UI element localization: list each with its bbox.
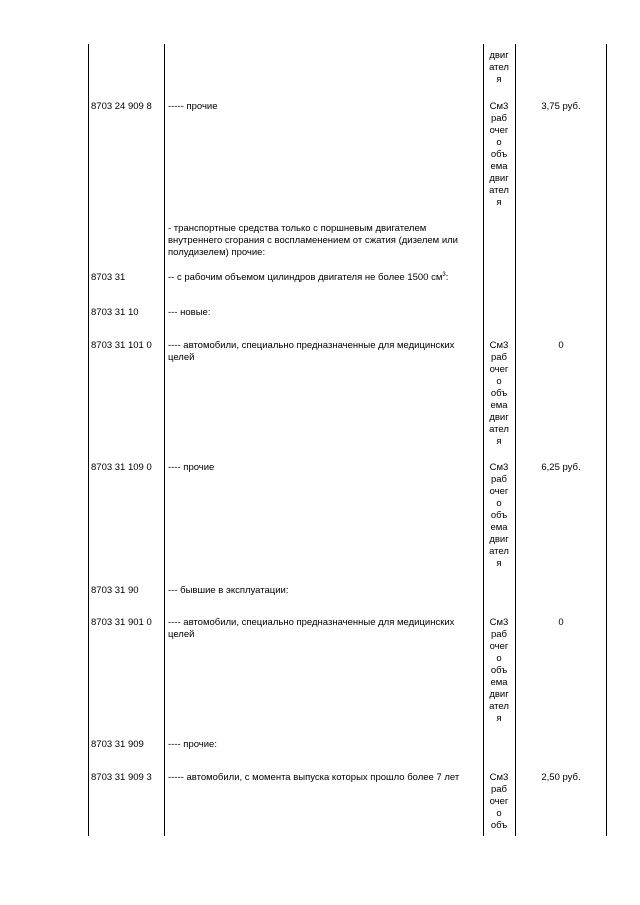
description-cell: ----- прочие	[168, 101, 218, 112]
unit-cell: двиг ател я	[489, 50, 509, 85]
description-cell: ---- автомобили, специально предназначенные для медицинских целей	[168, 340, 455, 363]
description-text: -- с рабочим объемом цилиндров двигателя не более 1500 см	[168, 272, 443, 283]
column-divider-code	[164, 44, 165, 836]
rate-cell: 0	[558, 340, 564, 351]
description-cell: ---- прочие:	[168, 739, 217, 750]
code-cell: 8703 31 909	[91, 739, 144, 750]
code-cell: 8703 31 10	[91, 307, 139, 318]
unit-cell: См3 раб очег о объ	[489, 772, 509, 831]
description-cell: ---- автомобили, специально предназначенные для медицинских целей	[168, 617, 455, 640]
description-cell: --- новые:	[168, 307, 211, 318]
rate-cell: 3,75 руб.	[541, 101, 581, 112]
description-cell: ---- прочие	[168, 462, 215, 473]
code-cell: 8703 31 109 0	[91, 462, 152, 473]
rate-cell: 2,50 руб.	[541, 772, 581, 783]
column-divider-unit	[515, 44, 516, 836]
code-cell: 8703 31	[91, 272, 126, 283]
table-border-right	[606, 44, 607, 836]
code-cell: 8703 24 909 8	[91, 101, 152, 112]
code-cell: 8703 31 901 0	[91, 617, 152, 628]
column-divider-description	[483, 44, 484, 836]
rate-cell: 0	[558, 617, 564, 628]
rate-cell: 6,25 руб.	[541, 462, 581, 473]
description-cell: ----- автомобили, с момента выпуска которых прошло более 7 лет	[168, 772, 460, 783]
code-cell: 8703 31 909 3	[91, 772, 152, 783]
unit-cell: См3 раб очег о объ ема двиг ател я	[489, 617, 509, 724]
code-cell: 8703 31 90	[91, 585, 139, 596]
superscript: 3	[442, 271, 446, 278]
unit-cell: См3 раб очег о объ ема двиг ател я	[489, 340, 509, 447]
unit-cell: См3 раб очег о объ ема двиг ател я	[489, 462, 509, 569]
unit-cell: См3 раб очег о объ ема двиг ател я	[489, 101, 509, 208]
description-cell: - транспортные средства только с поршневым двигателем внутреннего сгорания с воспламенением от сжатия (дизелем или полудизелем) прочие:	[168, 223, 458, 258]
description-cell	[168, 272, 480, 284]
description-text-tail: :	[445, 272, 449, 283]
code-cell: 8703 31 101 0	[91, 340, 152, 351]
table-border-left	[88, 44, 89, 836]
description-cell: --- бывшие в эксплуатации:	[168, 585, 289, 596]
